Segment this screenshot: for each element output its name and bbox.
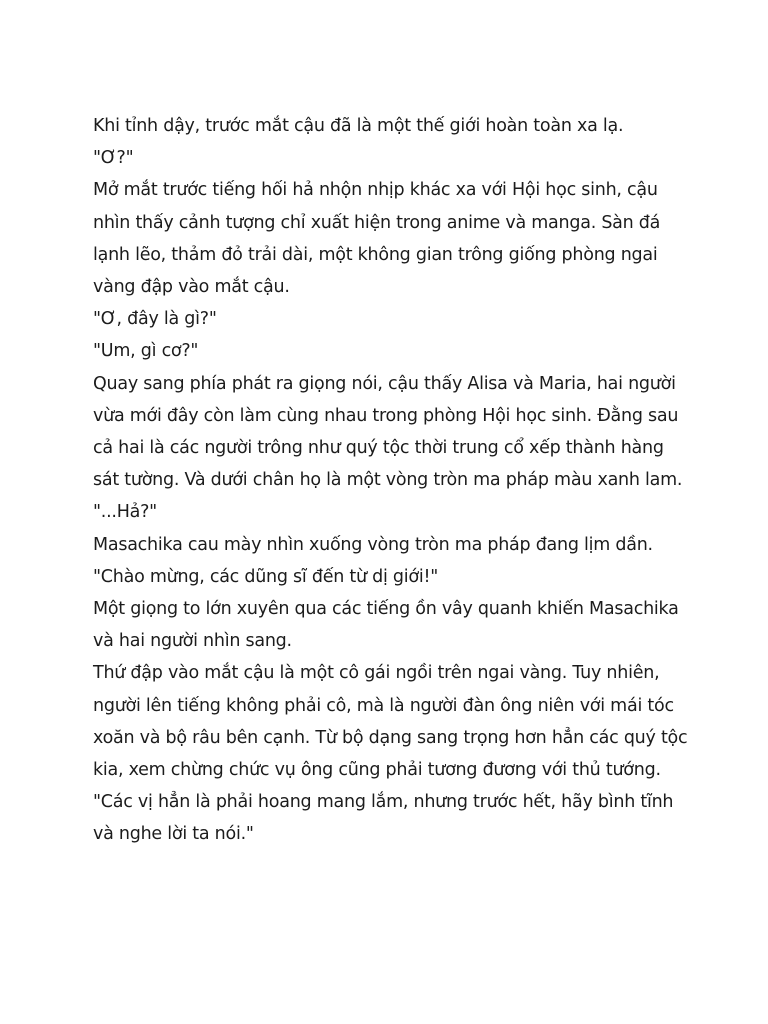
paragraph: Mở mắt trước tiếng hối hả nhộn nhịp khác xa với Hội học sinh, cậu nhìn thấy cảnh tượng chỉ xuất hiện trong anime và manga. Sàn đá lạnh lẽo, thảm đỏ trải dài, một không gian trông giống phòng ngai vàng đập vào mắt cậu. (93, 180, 661, 298)
paragraph: Thứ đập vào mắt cậu là một cô gái ngồi trên ngai vàng. Tuy nhiên, người lên tiếng không phải cô, mà là người đàn ông niên với mái tóc xoăn và bộ râu bên cạnh. Từ bộ dạng sang trọng hơn hẳn các quý tộc kia, xem chừng chức vụ ông cũng phải tương đương với thủ tướng. (93, 663, 688, 781)
paragraph: Một giọng to lớn xuyên qua các tiếng ồn vây quanh khiến Masachika và hai người nhìn sang. (93, 599, 679, 652)
paragraph: Masachika cau mày nhìn xuống vòng tròn ma pháp đang lịm dần. (93, 534, 653, 555)
dialogue-line: "Ơ, đây là gì?" (93, 309, 217, 330)
dialogue-line: "Ơ?" (93, 148, 134, 169)
dialogue-line: "Um, gì cơ?" (93, 341, 199, 362)
dialogue-line: "...Hả?" (93, 502, 157, 523)
dialogue-line: "Chào mừng, các dũng sĩ đến từ dị giới!" (93, 566, 439, 587)
document-body (93, 110, 693, 851)
dialogue-line: "Các vị hẳn là phải hoang mang lắm, nhưng trước hết, hãy bình tĩnh và nghe lời ta nói." (93, 792, 674, 845)
paragraph: Khi tỉnh dậy, trước mắt cậu đã là một thế giới hoàn toàn xa lạ. (93, 116, 624, 136)
paragraph: Quay sang phía phát ra giọng nói, cậu thấy Alisa và Maria, hai người vừa mới đây còn làm cùng nhau trong phòng Hội học sinh. Đằng sau cả hai là các người trông như quý tộc thời trung cổ xếp thành hàng sát tường. Và dưới chân họ là một vòng tròn ma pháp màu xanh lam. (93, 373, 683, 491)
